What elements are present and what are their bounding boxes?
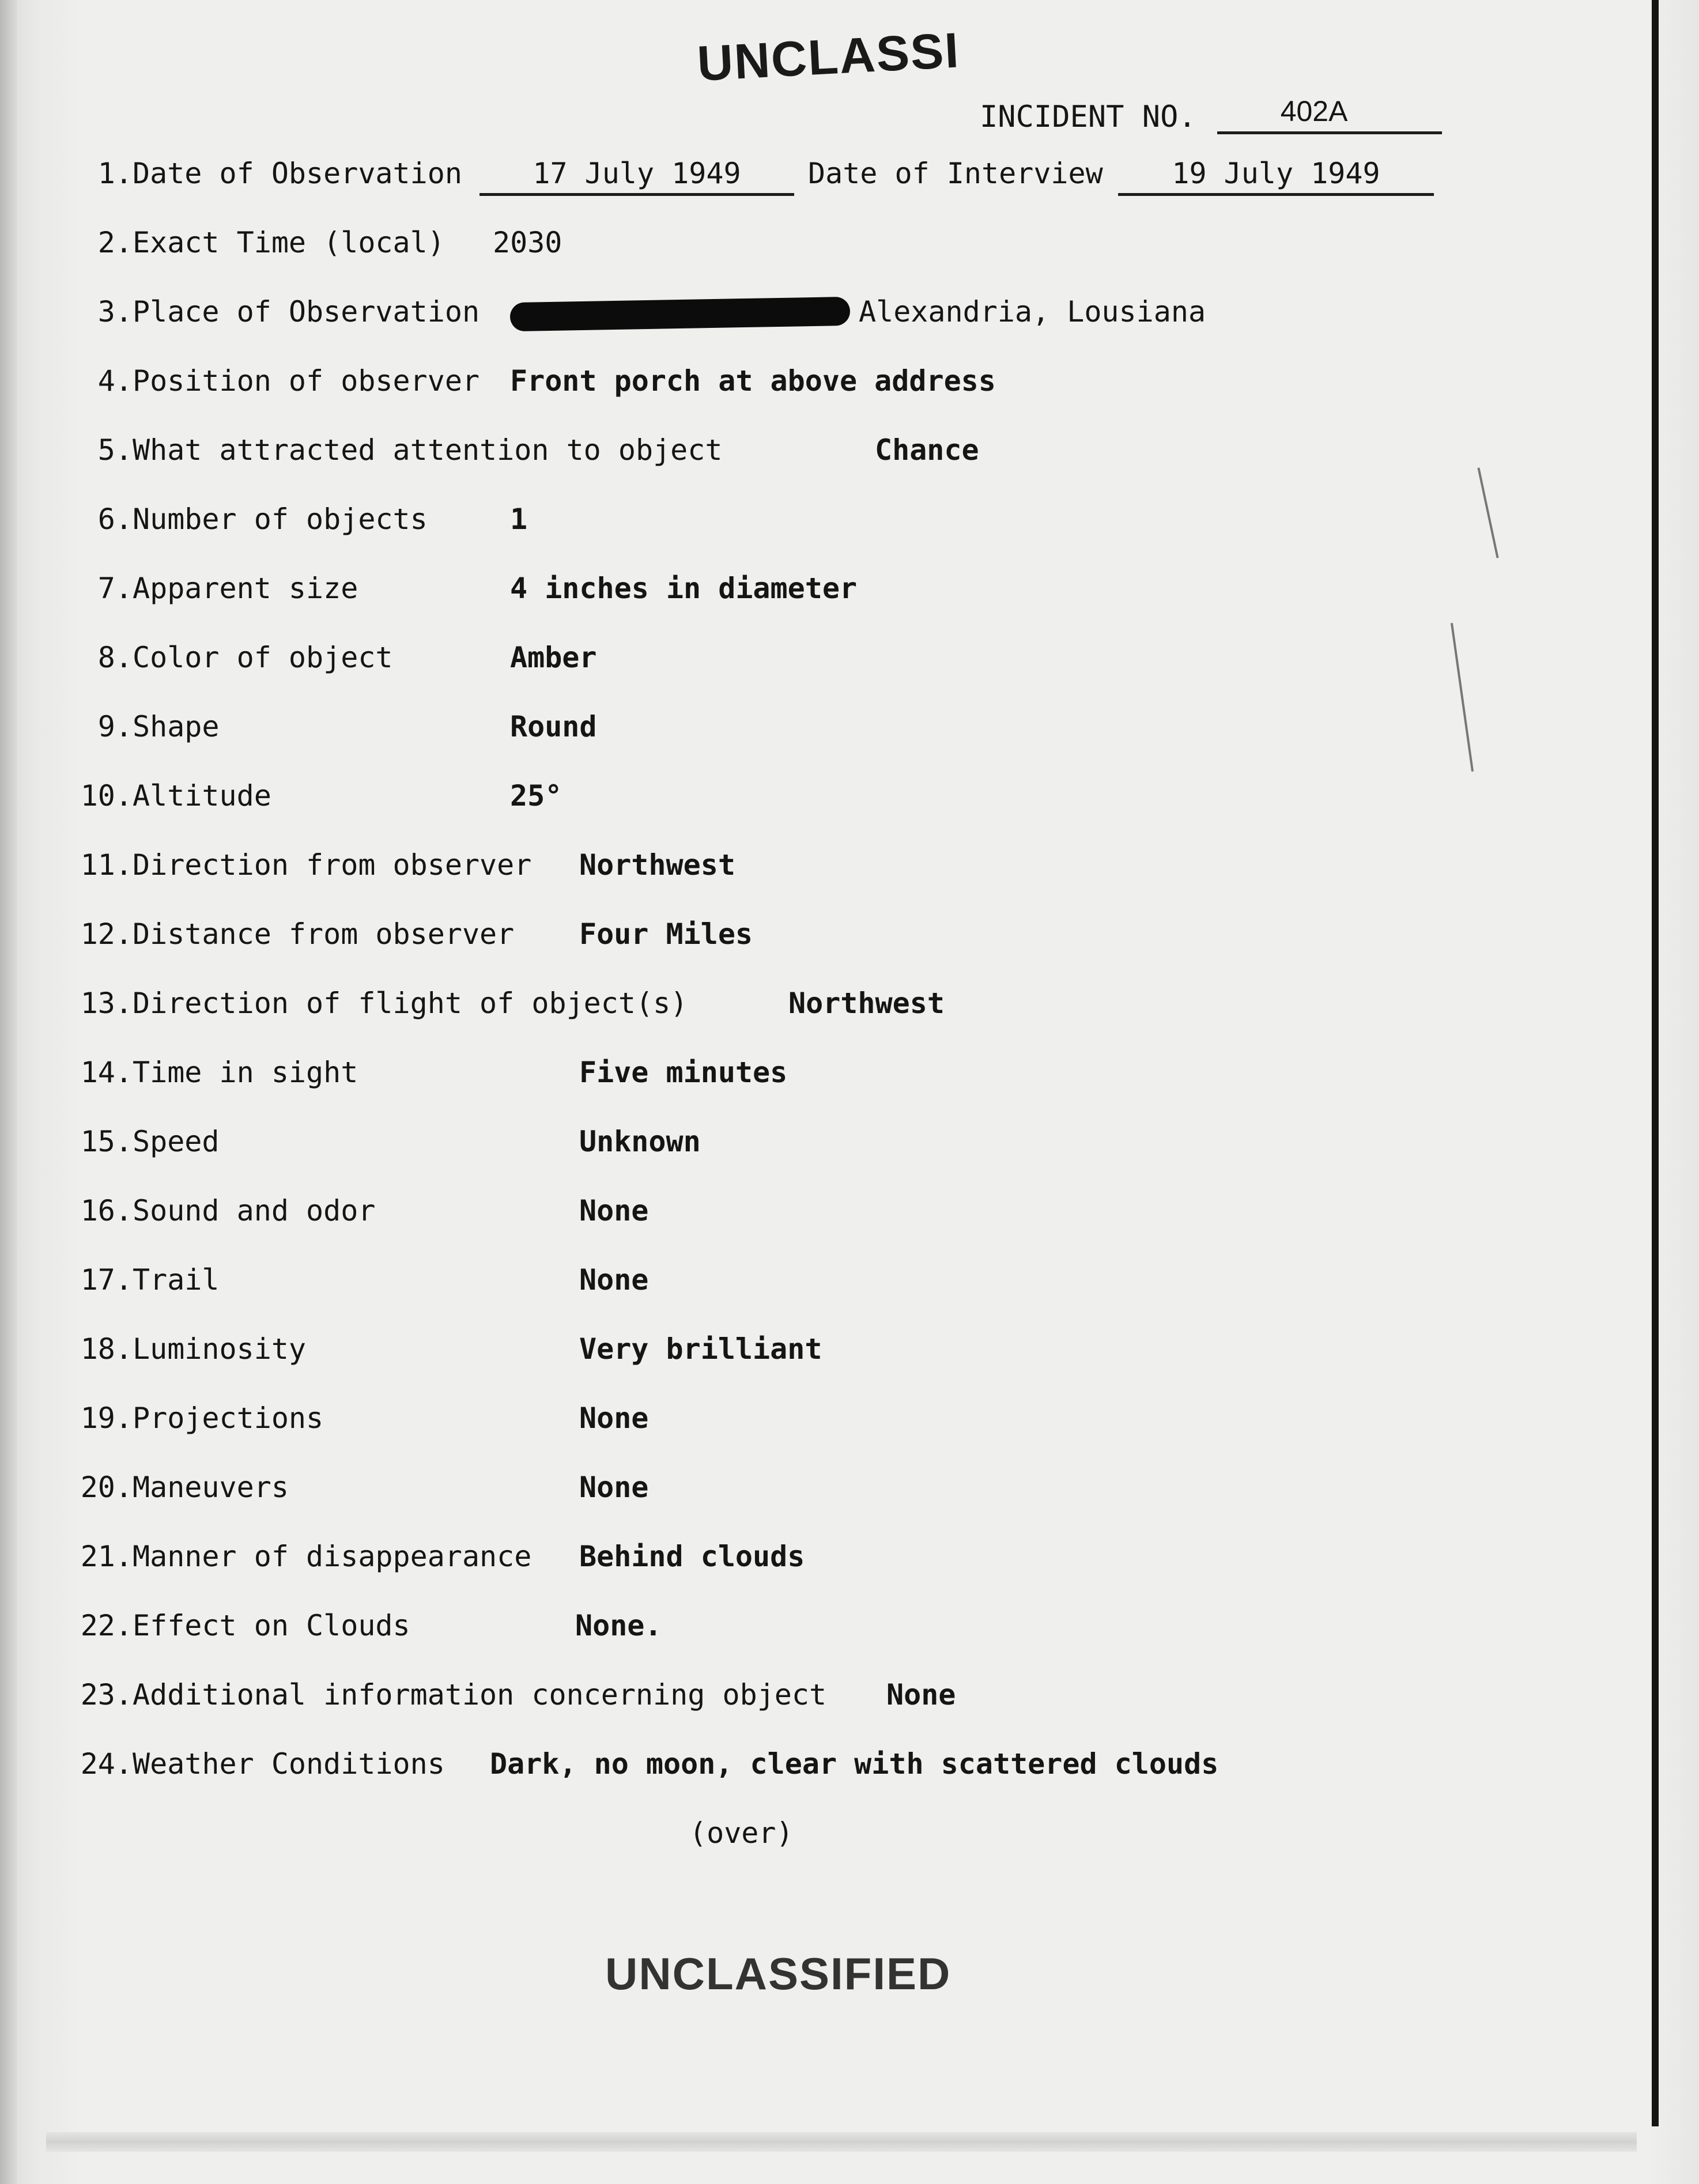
classification-stamp-bottom: UNCLASSIFIED	[605, 1948, 952, 1999]
incident-label: INCIDENT NO.	[980, 100, 1196, 134]
item-value: None	[579, 1471, 649, 1504]
form-item-12	[46, 917, 1199, 963]
item-label: What attracted attention to object	[133, 433, 723, 467]
form-item-1	[46, 157, 1429, 203]
item-value: Front porch at above address	[510, 364, 996, 398]
item-label: Speed	[133, 1125, 220, 1158]
item-value: Five minutes	[579, 1056, 788, 1089]
item-label: Place of Observation	[133, 295, 480, 328]
item-value: Unknown	[579, 1125, 701, 1158]
form-item-19	[46, 1401, 1199, 1448]
item-number: 23.	[80, 1678, 133, 1711]
item-value: Amber	[510, 641, 597, 674]
item-label: Altitude	[133, 779, 271, 813]
item-label: Shape	[133, 710, 220, 743]
scan-left-edge	[0, 0, 17, 2184]
form-item-16	[46, 1194, 1199, 1240]
scan-bottom-shadow	[46, 2132, 1637, 2152]
item-label: Weather Conditions	[133, 1747, 445, 1781]
item-number: 24.	[80, 1747, 133, 1781]
scan-artifact	[1477, 467, 1498, 558]
classification-stamp-top: UNCLASSI	[696, 22, 961, 92]
item-label: Projections	[133, 1401, 324, 1435]
item-number: 7.	[97, 572, 133, 605]
form-item-9	[46, 710, 1199, 756]
item-value: 4 inches in diameter	[510, 572, 858, 605]
form-item-21	[46, 1540, 1199, 1586]
item-number: 5.	[97, 433, 133, 467]
interview-date-value	[1118, 157, 1434, 196]
item-label: Luminosity	[133, 1332, 307, 1366]
item-number: 10.	[80, 779, 133, 813]
form-item-7	[46, 572, 1199, 618]
item-label: Sound and odor	[133, 1194, 376, 1227]
item-label: Date of Observation	[133, 157, 462, 190]
item-value: Very brilliant	[579, 1332, 822, 1366]
item-value: None	[579, 1263, 649, 1297]
item-number: 20.	[80, 1471, 133, 1504]
form-item-18	[46, 1332, 1199, 1378]
item-number: 2.	[97, 226, 133, 259]
item-number: 15.	[80, 1125, 133, 1158]
over-note: (over)	[689, 1816, 794, 1850]
item-number: 1.	[97, 157, 133, 190]
item-number: 3.	[97, 295, 133, 328]
form-item-14	[46, 1056, 1199, 1102]
item-number: 6.	[97, 502, 133, 536]
item-label-2: Date of Interview	[808, 157, 1103, 190]
incident-number	[980, 91, 1442, 134]
form-item-5	[46, 433, 1372, 479]
item-number: 22.	[80, 1609, 133, 1642]
scan-artifact	[1451, 623, 1474, 772]
item-number: 19.	[80, 1401, 133, 1435]
item-value: 1	[510, 502, 528, 536]
item-label: Exact Time (local)	[133, 226, 445, 259]
item-value-2: 19 July 1949	[1172, 157, 1380, 190]
form-item-10	[46, 779, 1199, 825]
item-value: None	[886, 1678, 956, 1711]
item-label: Distance from observer	[133, 917, 515, 951]
item-label: Position of observer	[133, 364, 480, 398]
item-label: Manner of disappearance	[133, 1540, 532, 1573]
item-value: None	[579, 1194, 649, 1227]
form-item-3	[46, 295, 1372, 341]
item-number: 12.	[80, 917, 133, 951]
item-number: 18.	[80, 1332, 133, 1366]
form-item-15	[46, 1125, 1199, 1171]
item-value: Northwest	[788, 987, 945, 1020]
item-value: Northwest	[579, 848, 735, 882]
form-item-22	[46, 1609, 1199, 1655]
scan-right-border	[1652, 0, 1659, 2126]
item-value: Behind clouds	[579, 1540, 805, 1573]
form-item-20	[46, 1471, 1199, 1517]
item-number: 13.	[80, 987, 133, 1020]
item-value: 25°	[510, 779, 562, 813]
form-item-17	[46, 1263, 1199, 1309]
item-label: Maneuvers	[133, 1471, 289, 1504]
item-value: Dark, no moon, clear with scattered clouds	[490, 1747, 1219, 1781]
form-item-23	[46, 1678, 1256, 1724]
form-item-4	[46, 364, 1372, 410]
form-item-11	[46, 848, 1199, 894]
form-item-2	[46, 226, 1199, 272]
item-label: Direction of flight of object(s)	[133, 987, 688, 1020]
form-item-6	[46, 502, 1199, 549]
item-label: Time in sight	[133, 1056, 358, 1089]
form-item-8	[46, 641, 1199, 687]
item-number: 16.	[80, 1194, 133, 1227]
item-value: Round	[510, 710, 597, 743]
item-label: Number of objects	[133, 502, 428, 536]
item-value: 17 July 1949	[533, 157, 741, 190]
item-number: 21.	[80, 1540, 133, 1573]
item-value: 2030	[493, 226, 562, 259]
item-number: 4.	[97, 364, 133, 398]
item-label: Apparent size	[133, 572, 358, 605]
item-number: 17.	[80, 1263, 133, 1297]
item-number: 14.	[80, 1056, 133, 1089]
item-label: Direction from observer	[133, 848, 532, 882]
item-label: Color of object	[133, 641, 393, 674]
form-item-13	[46, 987, 1256, 1033]
item-value: None	[579, 1401, 649, 1435]
item-value: None.	[575, 1609, 662, 1642]
item-value: Chance	[875, 433, 979, 467]
item-value: Alexandria, Lousiana	[859, 295, 1206, 328]
item-number: 8.	[97, 641, 133, 674]
item-label: Trail	[133, 1263, 220, 1297]
item-label: Effect on Clouds	[133, 1609, 410, 1642]
item-value: Four Miles	[579, 917, 753, 951]
item-number: 9.	[97, 710, 133, 743]
form-item-24	[46, 1747, 1314, 1793]
observation-date-value	[480, 157, 794, 196]
item-label: Additional information concerning object	[133, 1678, 827, 1711]
item-number: 11.	[80, 848, 133, 882]
incident-value: 402A	[1217, 91, 1442, 134]
